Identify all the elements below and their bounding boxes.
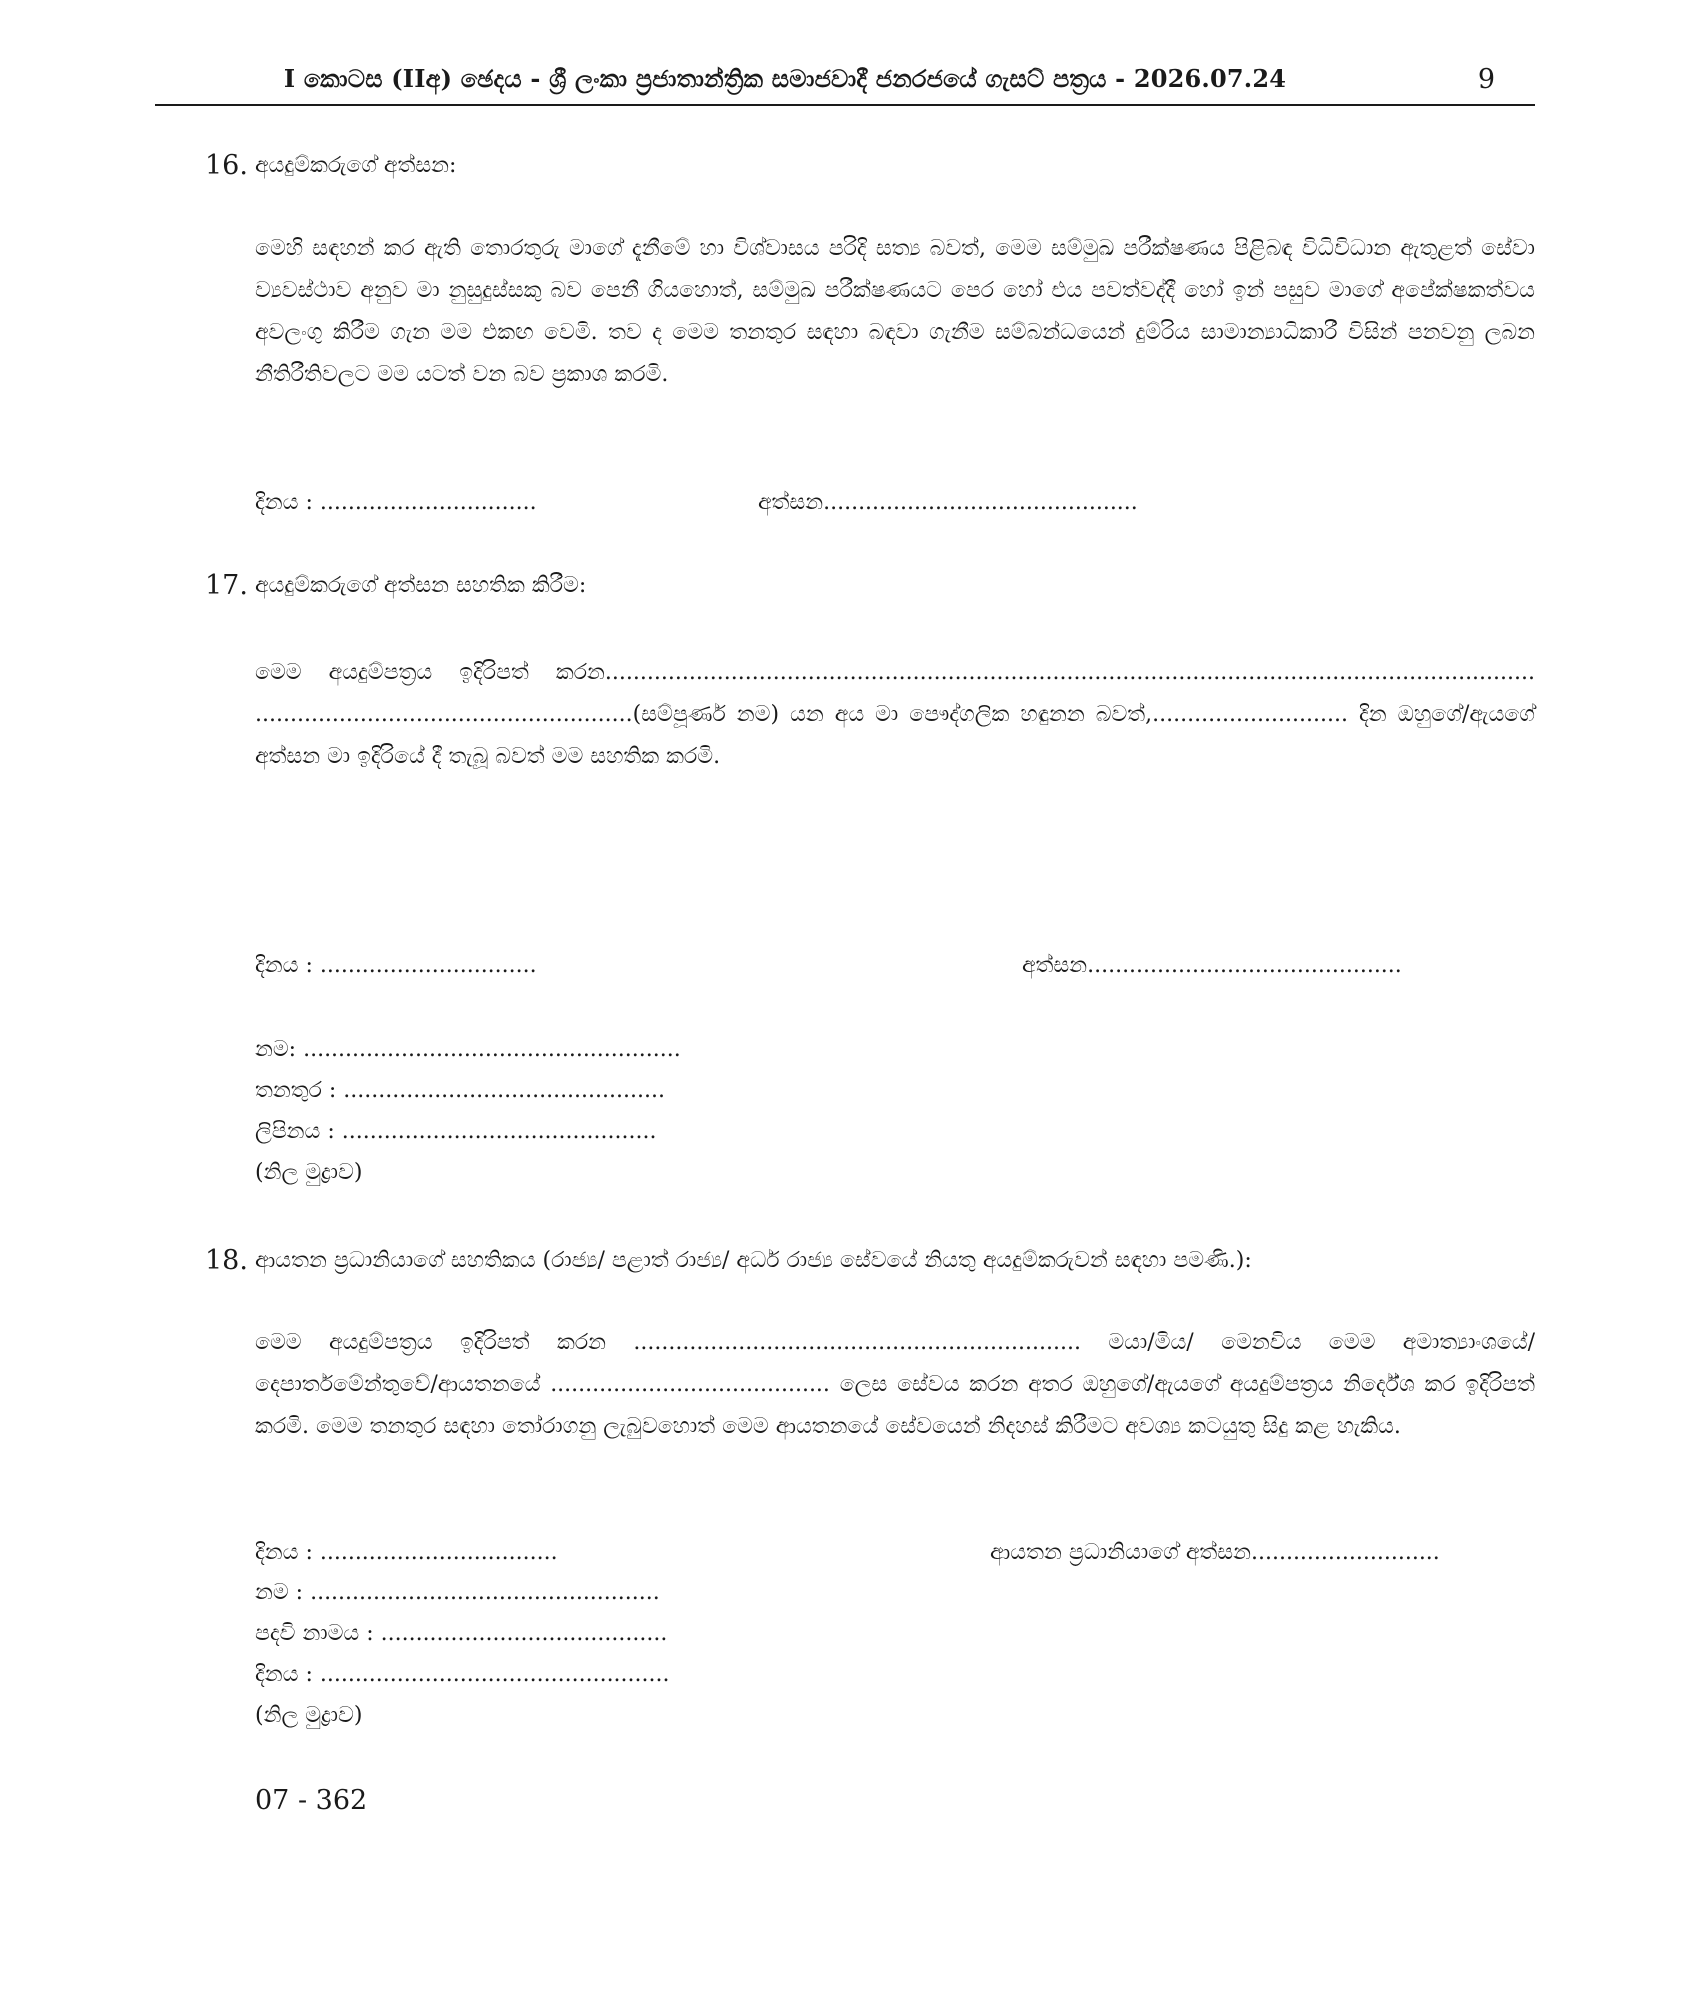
section-16-date-field: දිනය : ............................... [255,490,537,515]
section-18-date-field-2: දිනය : .................................................. [255,1662,670,1687]
section-18-designation-field: පදවි නාමය : ......................................... [255,1621,668,1646]
section-17-signature-field: අත්සන............................................. [1022,953,1402,978]
section-18-name-field: නම : .................................................. [255,1580,660,1605]
section-16-signature-field: අත්සන............................................. [758,490,1138,515]
page-number: 9 [1477,64,1495,95]
section-17-date-field: දිනය : ............................... [255,953,537,978]
section-17-address-field: ලිපිනය : ............................................. [255,1119,657,1144]
header-title: I කොටස (IIඅ) ඡෙදය - ශ්‍රී ලංකා ප්‍රජාතාන්ත්‍රික සමාජවාදී ජනරජයේ ගැසට් පත්‍රය - 2026.07.24 [283,64,1287,93]
section-16-heading: අයදුම්කරුගේ අත්සන: [255,153,457,178]
section-18-official-seal: (නිල මුද්‍රාව) [255,1703,363,1728]
section-18-certificate: මෙම අයදුම්පත්‍රය ඉදිරිපත් කරන ................................................................ මයා/මිය/ මෙනවිය මෙම අමාත්‍යාංශයේ/ දෙපාර්තමේන්තුවේ/ආයතනයේ ........................................ ලෙස සේවය කරන අතර ඔහුගේ/ඇයගේ අයදුම්පත්‍රය නිර්දේශ කර ඉදිරිපත් කරමි. මෙම තනතුර සඳහා තෝරාගනු ලැබුවහොත් මෙම ආයතනයේ සේවයෙන් නිදහස් කිරීමට අවශ්‍ය කටයුතු සිදු කළ හැකිය. [255,1330,1535,1439]
section-17-official-seal: (නිල මුද්‍රාව) [255,1160,363,1185]
footer-code: 07 - 362 [255,1785,368,1816]
section-16-declaration: මෙහි සඳහන් කර ඇති තොරතුරු මාගේ දැනීමේ හා විශ්වාසය පරිදි සත්‍ය බවත්, මෙම සම්මුඛ පරීක්ෂණය පිළිබඳ විධිවිධාන ඇතුළත් සේවා ව්‍යවස්ථාව අනුව මා නුසුදුස්සකු බව පෙනී ගියහොත්, සම්මුඛ පරීක්ෂණයට පෙර හෝ එය පවත්වද්දී හෝ ඉන් පසුව මාගේ අපේක්ෂකත්වය අවලංගු කිරීම ගැන මම එකඟ වෙමි. තව ද මෙම තනතුර සඳහා බඳවා ගැනීම සම්බන්ධයෙන් දුම්රිය සාමාන්‍යාධිකාරී විසින් පනවනු ලබන නීතිරීතිවලට මම යටත් වන බව ප්‍රකාශ කරමි. [255,236,1535,387]
section-16-number: 16. [205,150,248,181]
section-17-post-field: තනතුර : .............................................. [255,1078,665,1103]
section-17-certification: මෙම අයදුම්පත්‍රය ඉදිරිපත් කරන..................................................................................................................................... ......................................................(සම්පූර්ණ නම) යන අය මා පෞද්ගලික හඳුනන බවත්,............................ දින ඔහුගේ/ඇයගේ අත්සන මා ඉදිරියේ දී තැබූ බවත් මම සහතික කරමි. [255,660,1535,769]
gazette-header [155,62,1535,106]
section-17-number: 17. [205,570,248,601]
section-18-date-field: දිනය : .................................. [255,1540,558,1565]
section-17-name-field: නම: ...................................................... [255,1037,681,1062]
section-18-number: 18. [205,1245,248,1276]
section-17-heading: අයදුම්කරුගේ අත්සන සහතික කිරීම: [255,573,587,598]
section-18-head-signature-field: ආයතන ප්‍රධානියාගේ අත්සන........................... [990,1540,1440,1565]
section-18-heading: ආයතන ප්‍රධානියාගේ සහතිකය (රාජ්‍ය/ පළාත් රාජ්‍ය/ අර්ධ රාජ්‍ය සේවයේ නියතු අයදුම්කරුවන් සඳහා පමණි.): [255,1248,1252,1273]
